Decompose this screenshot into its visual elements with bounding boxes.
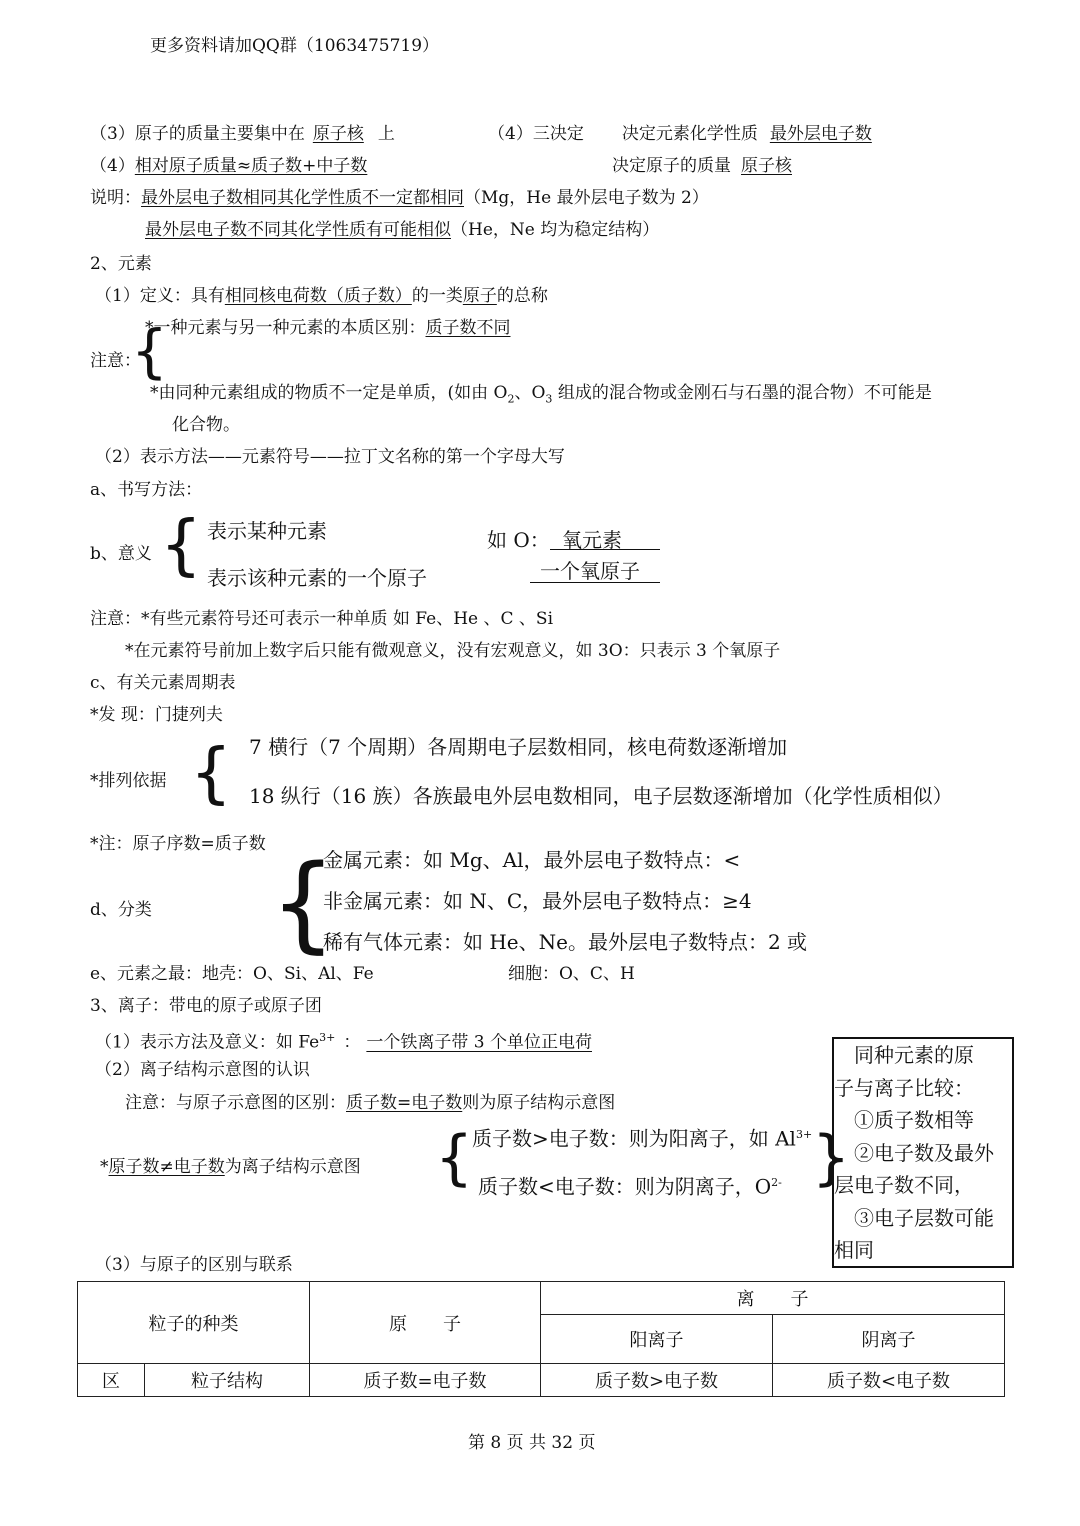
comparison-line-6: ③电子层数可能: [834, 1205, 994, 1230]
label-attention: 注意：: [90, 351, 141, 371]
label-arrangement: *排列依据: [90, 771, 167, 791]
row-label-difference: 区: [78, 1364, 145, 1397]
brace-meaning: {: [160, 506, 202, 583]
line-ion-diagram: （2）离子结构示意图的认识: [95, 1060, 310, 1080]
comparison-line-2: 子与离子比较：: [834, 1075, 974, 1100]
class-nonmetal: 非金属元素：如 N、C，最外层电子数特点：≥4: [323, 889, 752, 913]
ion-anion-rule: 质子数<电子数：则为阴离子，$O^{2-}$: [478, 1174, 782, 1199]
line-essential-difference: *一种元素与另一种元素的本质区别：质子数不同: [145, 318, 511, 338]
line-abundance-crust: e、元素之最：地壳：O、Si、Al、Fe: [90, 964, 374, 984]
brace-arrangement: {: [190, 734, 232, 811]
line-definition: （1）定义：具有相同核电荷数（质子数）的一类原子的总称: [95, 286, 548, 306]
label-meaning: b、意义: [90, 544, 152, 564]
header-ion: 离 子: [541, 1282, 1005, 1315]
line-periodic-table: c、有关元素周期表: [90, 673, 236, 693]
arrangement-periods: 7 横行（7 个周期）各周期电子层数相同，核电荷数逐渐增加: [249, 735, 788, 759]
cell-atom-structure: 质子数=电子数: [310, 1364, 541, 1397]
brace-right-ion-types: }: [812, 1123, 851, 1193]
section-element: 2、元素: [90, 254, 152, 274]
page-number: 第 8 页 共 32 页: [468, 1433, 596, 1453]
brace-classification: {: [270, 842, 337, 964]
comparison-line-5: 层电子数不同，: [834, 1173, 974, 1197]
cell-anion-structure: 质子数<电子数: [773, 1364, 1005, 1397]
underline-oxygen-element: [550, 549, 660, 550]
section-ion: 3、离子：带电的原子或原子团: [90, 996, 322, 1016]
line-ion-diagram-rule: *原子数≠电子数为离子结构示意图: [100, 1157, 361, 1177]
header-atom: 原 子: [310, 1282, 541, 1364]
brace-ion-types: {: [435, 1123, 474, 1193]
comparison-line-1: 同种元素的原: [834, 1043, 974, 1067]
arrangement-groups: 18 纵行（16 族）各族最电外层电数相同，电子层数逐渐增加（化学性质相似）: [249, 784, 953, 808]
comparison-line-3: ①质子数相等: [834, 1108, 974, 1132]
example-oxygen-atom: 一个氧原子: [540, 559, 640, 583]
comparison-box: [832, 1037, 1014, 1268]
class-metal: 金属元素：如 Mg、Al，最外层电子数特点：<: [323, 848, 741, 872]
line-compound: 化合物。: [172, 415, 240, 435]
label-classification: d、分类: [90, 900, 152, 920]
line-explanation-1: 说明：最外层电子数相同其化学性质不一定都相同（Mg，He 最外层电子数为 2）: [90, 188, 709, 208]
meaning-element: 表示某种元素: [207, 519, 327, 543]
header-cation: 阳离子: [541, 1315, 773, 1364]
line-symbol-number: *在元素符号前加上数字后只能有微观意义，没有宏观意义，如 3O：只表示 3 个氧原子: [125, 641, 781, 661]
line-representation: （2）表示方法——元素符号——拉丁文名称的第一个字母大写: [95, 447, 565, 467]
comparison-line-7: 相同: [834, 1238, 874, 1262]
line-diagram-difference: 注意：与原子示意图的区别：质子数=电子数则为原子结构示意图: [125, 1093, 616, 1113]
meaning-atom: 表示该种元素的一个原子: [207, 566, 427, 590]
line-explanation-2: 最外层电子数不同其化学性质有可能相似（He，Ne 均为稳定结构）: [145, 220, 660, 240]
line-determine-mass: 决定原子的质量 原子核: [612, 156, 792, 176]
line-relative-mass: （4）相对原子质量≈质子数+中子数: [90, 156, 368, 176]
line-abundance-cell: 细胞：O、C、H: [508, 964, 635, 984]
particle-comparison-table: [77, 1281, 1005, 1397]
line-difference-relation: （3）与原子的区别与联系: [95, 1255, 293, 1275]
comparison-line-4: ②电子数及最外: [834, 1140, 994, 1165]
header-note: 更多资料请加QQ群（1063475719）: [150, 36, 440, 56]
line-symbol-substance: 注意：*有些元素符号还可表示一种单质 如 Fe、He 、C 、Si: [90, 609, 554, 629]
line-atomic-number: *注：原子序数=质子数: [90, 834, 266, 854]
line-ion-representation: （1）表示方法及意义：如 $Fe^{3+}$ ： 一个铁离子带 3 个单位正电荷: [95, 1031, 592, 1053]
brace-attention: {: [131, 317, 168, 385]
ion-cation-rule: 质子数>电子数：则为阳离子，如 $Al^{3+}$: [472, 1126, 813, 1151]
header-anion: 阴离子: [773, 1315, 1005, 1364]
class-noble-gas: 稀有气体元素：如 He、Ne。最外层电子数特点：2 或: [323, 930, 808, 954]
example-oxygen-element: 氧元素: [562, 528, 622, 552]
line-discoverer: *发 现：门捷列夫: [90, 705, 223, 725]
header-particle-type: 粒子的种类: [78, 1282, 310, 1364]
line-writing-method: a、书写方法：: [90, 480, 203, 500]
underline-oxygen-atom: [530, 582, 660, 583]
line-three-determine: （4）三决定 决定元素化学性质 最外层电子数: [488, 124, 872, 144]
row-label-structure: 粒子结构: [145, 1364, 310, 1397]
line-mass-concentration: （3）原子的质量主要集中在 原子核 上: [90, 124, 395, 144]
cell-cation-structure: 质子数>电子数: [541, 1364, 773, 1397]
line-same-element-substance: *由同种元素组成的物质不一定是单质，(如由 $O_2$、$O_3$ 组成的混合物或金刚石与石墨的混合物）不可能是: [150, 383, 932, 406]
example-label: 如 O：: [487, 528, 550, 552]
